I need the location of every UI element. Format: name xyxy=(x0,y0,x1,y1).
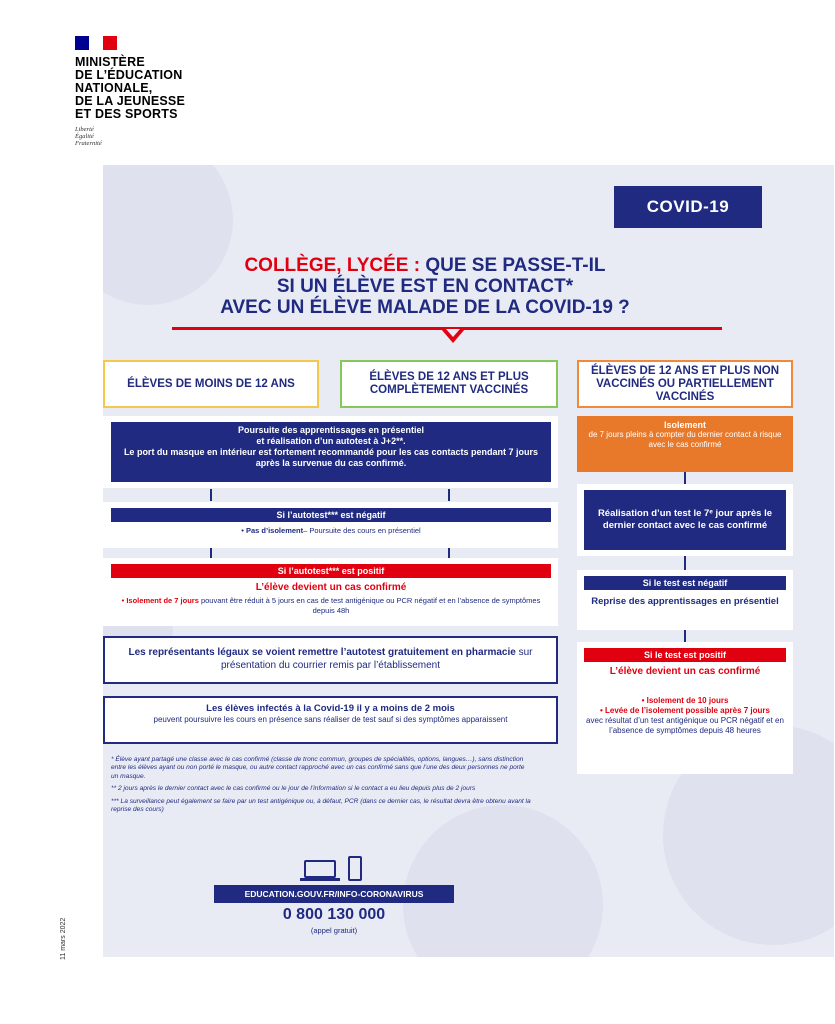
test-negative-header: Si le test est négatif xyxy=(584,576,786,590)
connector-line xyxy=(210,548,212,558)
covid-badge: COVID-19 xyxy=(614,186,762,228)
phone-icon xyxy=(348,856,362,881)
poster-date: 11 mars 2022 xyxy=(60,917,67,960)
info-url-link[interactable]: EDUCATION.GOUV.FR/INFO-CORONAVIRUS xyxy=(214,885,454,903)
footnotes: * Élève ayant partagé une classe avec le cas confirmé (classe de tronc commun, groupes de spécialités, options, langues…), sans distinction entre les élèves ayant ou non porté le masque, ou autre contact rapproché avec un cas confirmé sans que l’une des deux personnes ne porte un masque. ** 2 jours après le dernier contact avec le cas confirmé ou le jour de l’information si le contact a eu lieu depuis plus de 2 jours *** La surveillance peut également se faire par un test antigénique ou, à défaut, PCR (dans ce dernier cas, le résultat devra être obtenu avant la reprise des cours) xyxy=(111,756,531,814)
test-positive-text: • Isolement de 10 jours • Levée de l’isolement possible après 7 jours avec résultat d’un test antigénique ou PCR négatif et en l’absence de symptômes depuis 48 heures xyxy=(586,696,784,735)
autotest-positive-text: • Isolement de 7 jours pouvant être réduit à 5 jours en cas de test antigénique ou PCR négatif et en l’absence de symptômes depuis 48h xyxy=(121,596,541,615)
day7-test-box: Réalisation d’un test le 7ᵉ jour après le dernier contact avec le cas confirmé xyxy=(584,490,786,550)
page-title: COLLÈGE, LYCÉE : QUE SE PASSE-T-IL SI UN ÉLÈVE EST EN CONTACT* AVEC UN ÉLÈVE MALADE DE LA COVID-19 ? xyxy=(220,255,630,318)
connector-line xyxy=(684,472,686,484)
connector-line xyxy=(448,548,450,558)
column-header-unvaccinated: ÉLÈVES DE 12 ANS ET PLUS NON VACCINÉS OU PARTIELLEMENT VACCINÉS xyxy=(577,360,793,408)
column-header-vaccinated: ÉLÈVES DE 12 ANS ET PLUS COMPLÈTEMENT VACCINÉS xyxy=(340,360,558,408)
infected-students-box: Les élèves infectés à la Covid-19 il y a moins de 2 mois peuvent poursuivre les cours en présence sans réaliser de test sauf si des symptômes apparaissent xyxy=(103,696,558,744)
ministry-logo xyxy=(75,36,185,147)
motto: Liberté Égalité Fraternité xyxy=(75,126,102,147)
legal-representatives-box: Les représentants légaux se voient remettre l’autotest gratuitement en pharmacie sur présentation du courrier remis par l’établissement xyxy=(103,636,558,684)
autotest-positive-header: Si l’autotest*** est positif xyxy=(111,564,551,578)
french-flag-icon xyxy=(75,36,117,50)
test-positive-header: Si le test est positif xyxy=(584,648,786,662)
autotest-negative-header: Si l’autotest*** est négatif xyxy=(111,508,551,522)
confirmed-case-title: L’élève devient un cas confirmé xyxy=(255,582,407,593)
laptop-base xyxy=(300,878,340,881)
isolation-box: Isolement de 7 jours pleins à compter du dernier contact à risque avec le cas confirmé xyxy=(577,416,793,472)
connector-line xyxy=(684,630,686,642)
connector-line xyxy=(448,489,450,501)
down-arrow-inner xyxy=(446,329,460,337)
phone-number[interactable]: 0 800 130 000 xyxy=(282,906,386,923)
ministry-name: MINISTÈRE DE L’ÉDUCATION NATIONALE, DE LA JEUNESSE ET DES SPORTS xyxy=(75,55,186,121)
main-instructions: Poursuite des apprentissages en présentiel et réalisation d’un autotest à J+2**. Le port du masque en intérieur est fortement recommandé pour les cas contacts pendant 7 jours après la survenue du cas confirmé. xyxy=(111,422,551,482)
phone-note: (appel gratuit) xyxy=(310,926,358,935)
laptop-icon xyxy=(304,860,336,878)
devices-icon xyxy=(300,856,370,882)
connector-line xyxy=(684,556,686,570)
column-header-under-12: ÉLÈVES DE MOINS DE 12 ANS xyxy=(103,360,319,408)
right-confirmed-case-title: L’élève devient un cas confirmé xyxy=(609,666,761,677)
autotest-negative-text: • Pas d’isolement– Poursuite des cours en présentiel xyxy=(241,526,421,535)
test-negative-text: Reprise des apprentissages en présentiel xyxy=(591,596,779,607)
connector-line xyxy=(210,489,212,501)
